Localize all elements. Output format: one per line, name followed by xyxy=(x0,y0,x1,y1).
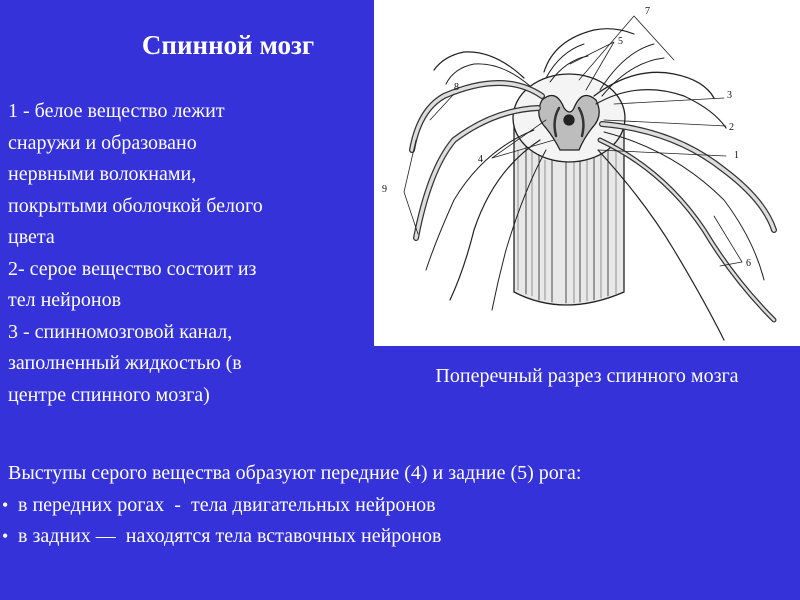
bullet-item xyxy=(2,490,792,522)
description-line: цвета xyxy=(8,226,55,248)
bullet-text: в задних — находятся тела вставочных нейронов xyxy=(18,525,442,547)
figure-caption: Поперечный разрез спинного мозга xyxy=(435,365,739,387)
figure-label-3: 3 xyxy=(727,90,732,101)
bullet-text: в передних рогах - тела двигательных нейронов xyxy=(18,493,436,516)
figure-label-9: 9 xyxy=(382,184,387,195)
bullet-item xyxy=(2,521,792,553)
description-line: заполненный жидкостью (в xyxy=(8,352,242,374)
horns-section xyxy=(2,458,792,553)
spinal-cord-illustration xyxy=(374,0,800,346)
figure-label-5: 5 xyxy=(618,36,623,47)
description-block xyxy=(8,96,364,411)
figure-label-7: 7 xyxy=(645,6,650,17)
figure-label-1: 1 xyxy=(734,150,739,161)
figure-label-4: 4 xyxy=(478,154,483,165)
spinal-cord-drawing xyxy=(374,0,800,346)
bullet-icon: • xyxy=(2,526,9,546)
description-line: 1 - белое вещество лежит xyxy=(8,100,225,122)
horns-intro: Выступы серого вещества образуют передние (4) и задние (5) рога: xyxy=(8,462,582,484)
figure-label-6: 6 xyxy=(746,258,751,269)
description-line: 2- серое вещество состоит из xyxy=(8,257,257,280)
slide-title: Спинной мозг xyxy=(141,30,315,60)
description-line: тел нейронов xyxy=(8,289,122,311)
figure-label-8: 8 xyxy=(454,82,459,93)
description-line: снаружи и образовано xyxy=(8,131,197,154)
description-line: 3 - спинномозговой канал, xyxy=(8,320,233,343)
description-line: центре спинного мозга) xyxy=(8,383,210,406)
bullet-icon: • xyxy=(2,494,9,515)
description-line: нервными волокнами, xyxy=(8,163,197,185)
description-line: покрытыми оболочкой белого xyxy=(8,194,263,217)
figure-label-2: 2 xyxy=(729,122,734,133)
